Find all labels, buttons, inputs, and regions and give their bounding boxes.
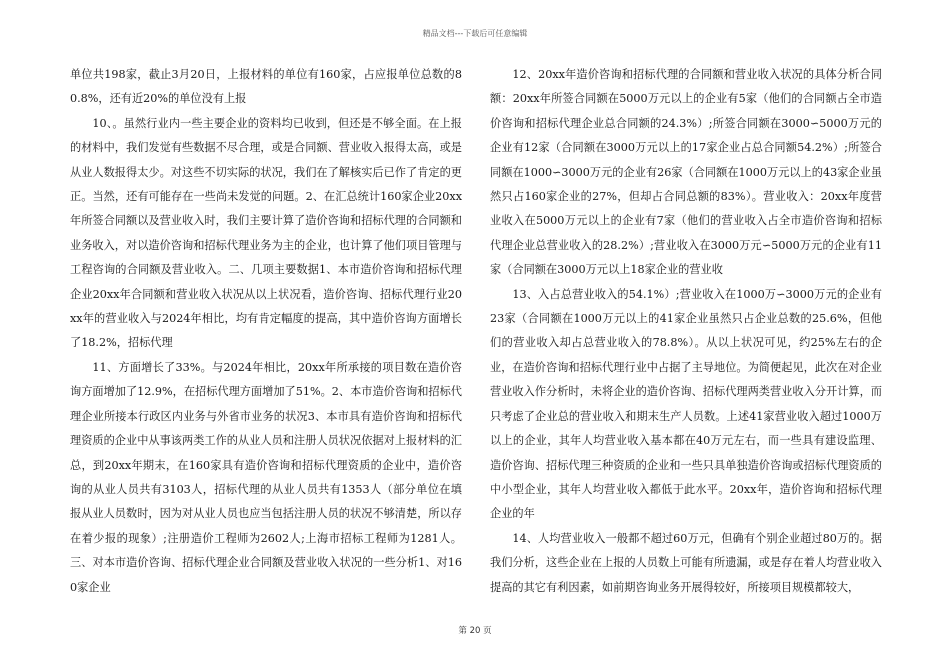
left-paragraph-1: 单位共198家，截止3月20日，上报材料的单位有160家，占应报单位总数的80.8%，还有近20%的单位没有上报: [70, 68, 462, 106]
page-number: 第 20 页: [458, 626, 492, 636]
right-paragraph-1: 12、20xx年造价咨询和招标代理的合同额和营业收入状况的具体分析合同额：20xx年所签合同额在5000万元以上的企业有5家（他们的合同额占全市造价咨询和招标代理企业总合同额的24.3%）;所签合同额在3000∽5000万元的企业有12家（合同额在3000万元以上的17家企业占总合同额54.2%）;所签合同额在1000∽3000万元的企业有26家（合同额在1000万元以上的43家企业虽然只占160家企业的27%，但却占合同总额的83%）。营业收入：20xx年度营业收入在5000万元以上的企业有7家（他们的营业收入占全市造价咨询和招标代理企业总营业收入的28.2%）;营业收入在3000万元∽5000万元的企业有11家（合同额在3000万元以上18家企业的营业收: [490, 68, 882, 277]
right-paragraph-2: 13、入占总营业收入的54.1%）;营业收入在1000万∽3000万元的企业有23家（合同额在1000万元以上的41家企业虽然只占企业总数的25.6%，但他们的营业收入却占总营业收入的78.8%）。从以上状况可见，约25%左右的企业，在造价咨询和招标代理行业中占据了主导地位。为简便起见，此次在对企业营业收入作分析时，未将企业的造价咨询、招标代理两类营业收入分开计算，而只考虑了企业总的营业收入和期末生产人员数。上述41家营业收入超过1000万以上的企业，其年人均营业收入基本都在40万元左右，而一些具有建设监理、造价咨询、招标代理三种资质的企业和一些只具单独造价咨询或招标代理资质的中小型企业，其年人均营业收入都低于此水平。20xx年，造价咨询和招标代理企业的年: [490, 287, 882, 521]
left-paragraph-2: 10、。虽然行业内一些主要企业的资料均已收到，但还是不够全面。在上报的材料中，我们发觉有些数据不尽合理，或是合同额、营业收入报得太高，或是从业人数报得太少。对这些不切实际的状况，我们在了解核实后已作了肯定的更正。当然，还有可能存在一些尚未发觉的问题。2、在汇总统计160家企业20xx年所签合同额以及营业收入时，我们主要计算了造价咨询和招标代理的合同额和业务收入，对以造价咨询和招标代理业务为主的企业，也计算了他们项目管理与工程咨询的合同额及营业收入。二、几项主要数据1、本市造价咨询和招标代理企业20xx年合同额和营业收入状况从以上状况看，造价咨询、招标代理行业20xx年的营业收入与2024年相比，均有肯定幅度的提高，其中造价咨询方面增长了18.2%，招标代理: [70, 116, 462, 350]
right-paragraph-3: 14、人均营业收入一般都不超过60万元，但确有个别企业超过80万的。据我们分析，这些企业在上报的人员数上可能有所遗漏，或是存在着人均营业收入提高的其它有利因素，如前期咨询业务开展得较好，所接项目规模都较大，: [490, 531, 882, 594]
right-column: [490, 63, 882, 600]
left-paragraph-3: 11、方面增长了33%。与2024年相比，20xx年所承接的项目数在造价咨询方面增加了12.9%，在招标代理方面增加了51%。2、本市造价咨询和招标代理企业所接本行政区内业务与外省市业务的状况3、本市具有造价咨询和招标代理资质的企业中从事该两类工作的从业人员和注册人员状况依据对上报材料的汇总，到20xx年期末，在160家具有造价咨询和招标代理资质的企业中，造价咨询的从业人员共有3103人，招标代理的从业人员共有1353人（部分单位在填报从业人员数时，因为对从业人员也应当包括注册人员的状况不够清楚，所以存在着少报的现象）;注册造价工程师为2602人;上海市招标工程师为1281人。三、对本市造价咨询、招标代理企业合同额及营业收入状况的一些分析1、对160家企业: [70, 360, 462, 594]
page-header: 精品文档---下载后可任意编辑: [422, 29, 528, 38]
left-column: [70, 63, 462, 600]
